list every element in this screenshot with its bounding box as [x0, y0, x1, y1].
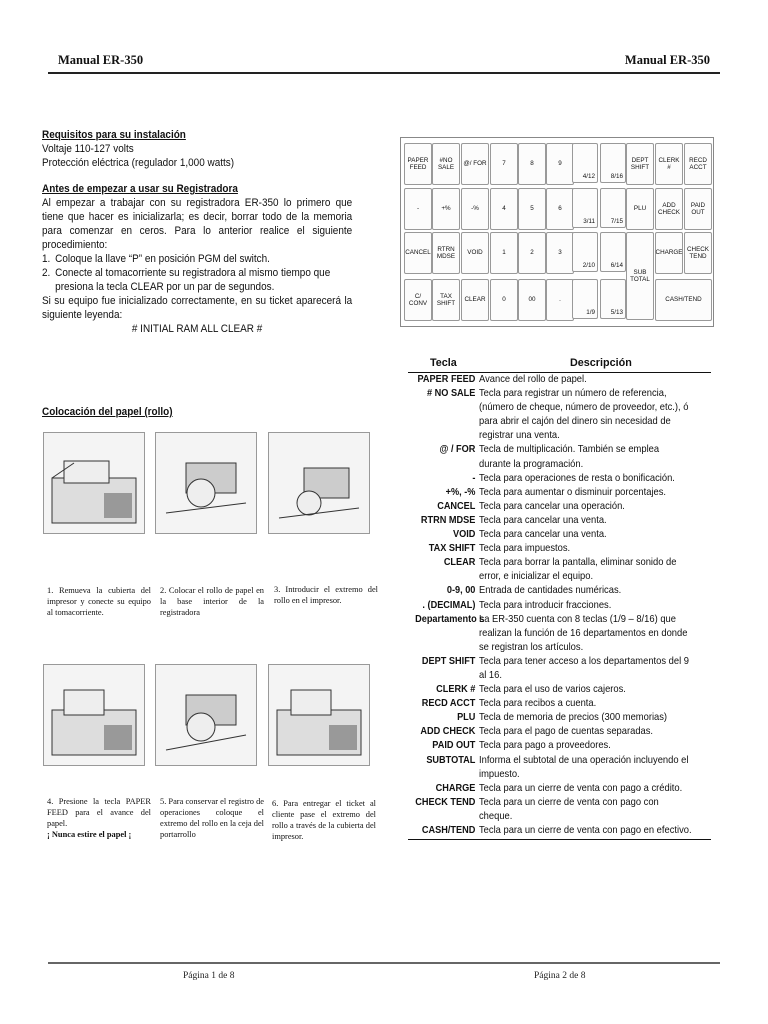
- keycap: 5/13: [600, 279, 626, 319]
- key-name: CLEAR: [443, 557, 476, 569]
- keycap: 8: [518, 143, 546, 185]
- key-name: CHARGE: [435, 782, 476, 794]
- keycap: 4/12: [572, 143, 598, 183]
- key-description: Tecla para cancelar una operación.: [479, 500, 625, 512]
- key-name: CHECK TEND: [415, 796, 476, 808]
- illustration-ticket-exit: [268, 664, 370, 766]
- illustration-paper-feed: [43, 664, 145, 766]
- table-row: [408, 697, 711, 711]
- table-row: [408, 824, 711, 838]
- key-name: +%, -%: [445, 486, 476, 498]
- step-2: [42, 266, 352, 294]
- caption-step-1: 1. Remueva la cubierta del impresor y conecte su equipo al tomacorriente.: [47, 586, 151, 617]
- illustration-insert-roll: [268, 432, 370, 534]
- table-body: [408, 373, 711, 838]
- key-name: RECD ACCT: [421, 698, 476, 710]
- table-row: [408, 599, 711, 613]
- illustration-printer-cover: [43, 432, 145, 534]
- table-row: [408, 373, 711, 387]
- caption-step-2: 2. Colocar el rollo de papel en la base interior de la registradora: [160, 586, 264, 617]
- key-description: Informa el subtotal de una operación incluyendo el impuesto.: [479, 754, 689, 780]
- table-row: [408, 542, 711, 556]
- table-row: [408, 754, 711, 782]
- key-description: Tecla para aumentar o disminuir porcentajes.: [479, 486, 667, 498]
- key-description: Tecla para un cierre de venta con pago con cheque.: [479, 796, 659, 822]
- keycap: RECD ACCT: [684, 143, 712, 185]
- keycap: CLERK #: [655, 143, 683, 185]
- table-row: [408, 472, 711, 486]
- key-name: -: [472, 472, 476, 484]
- key-name: CANCEL: [437, 500, 476, 512]
- caption-step-4: [47, 796, 151, 840]
- keycap: CHECK TEND: [684, 232, 712, 274]
- key-description: Tecla para el uso de varios cajeros.: [479, 684, 626, 696]
- caption-step-6: 6. Para entregar el ticket al cliente pase el extremo del rollo a través de la cubierta del impresor.: [272, 799, 376, 841]
- footer-left: Página 1 de 8: [183, 971, 235, 981]
- illustration-roll-holder: [155, 664, 257, 766]
- keycap: 4: [490, 188, 518, 230]
- left-column: [42, 128, 352, 336]
- key-name: PAPER FEED: [417, 374, 476, 385]
- table-row: [408, 584, 711, 598]
- keycap: CLEAR: [461, 279, 489, 321]
- key-description: Tecla para el pago de cuentas separadas.: [479, 726, 654, 738]
- keycap: 6/14: [600, 232, 626, 272]
- table-row: [408, 500, 711, 514]
- key-name: Departamento s: [415, 613, 485, 625]
- key-description: Tecla para un cierre de venta con pago a crédito.: [479, 782, 683, 794]
- keycap: 9: [546, 143, 574, 185]
- key-description: Tecla para tener acceso a los departamentos del 9 al 16.: [479, 655, 689, 681]
- keycap: 00: [518, 279, 546, 321]
- keycap: 0: [490, 279, 518, 321]
- col-key-header: Tecla: [430, 357, 457, 369]
- footer-right: Página 2 de 8: [534, 971, 586, 981]
- keycap: #NO SALE: [432, 143, 460, 185]
- key-description: Tecla para registrar un número de referencia, (número de cheque, número de proveedor, etc.), ó para abrir el cajón del dinero sin necesidad de registrar una venta.: [479, 388, 689, 442]
- keycap: PAPER FEED: [404, 143, 432, 185]
- keycap: TAX SHIFT: [432, 279, 460, 321]
- keycap: DEPT SHIFT: [626, 143, 654, 185]
- key-name: PAID OUT: [432, 740, 476, 752]
- key-description: Tecla para un cierre de venta con pago en efectivo.: [479, 825, 692, 836]
- caption-step-5: 5. Para conservar el registro de operaciones coloque el extremo del rollo en la ceja del portarrollo: [160, 797, 264, 839]
- header-left: Manual ER-350: [58, 53, 144, 67]
- step-text: Conecte al tomacorriente su registradora al mismo tiempo que presiona la tecla CLEAR por un par de segundos.: [55, 267, 331, 293]
- table-bottom-rule: [408, 839, 711, 840]
- key-description: Tecla para introducir fracciones.: [479, 599, 612, 611]
- keycap: C/ CONV: [404, 279, 432, 321]
- keycap: 6: [546, 188, 574, 230]
- table-row: [408, 528, 711, 542]
- keycap: @/ FOR: [461, 143, 489, 185]
- keycap: RTRN MDSE: [432, 232, 460, 274]
- install-line-1: Voltaje 110-127 volts: [42, 143, 134, 155]
- key-description: La ER-350 cuenta con 8 teclas (1/9 – 8/16) que realizan la función de 16 departamentos en donde se registran los artículos.: [479, 613, 688, 653]
- col-desc-header: Descripción: [570, 357, 632, 369]
- paper-title: Colocación del papel (rollo): [42, 406, 173, 418]
- key-name: . (DECIMAL): [422, 599, 476, 611]
- keys-table: [408, 356, 711, 840]
- keycap: 7: [490, 143, 518, 185]
- keycap: 2: [518, 232, 546, 274]
- key-name: RTRN MDSE: [420, 514, 476, 526]
- key-name: 0-9, 00: [446, 585, 476, 597]
- keycap: CHARGE: [655, 232, 683, 274]
- table-row: [408, 655, 711, 683]
- keycap: -%: [461, 188, 489, 230]
- table-row: [408, 486, 711, 500]
- keyboard-diagram: [400, 137, 714, 327]
- keycap: PLU: [626, 188, 654, 230]
- keycap: 1: [490, 232, 518, 274]
- install-line-2: Protección eléctrica (regulador 1,000 watts): [42, 157, 235, 169]
- step-number: 1.: [42, 253, 51, 265]
- key-name: DEPT SHIFT: [421, 655, 476, 667]
- key-name: SUBTOTAL: [426, 754, 476, 766]
- key-description: Tecla para pago a proveedores.: [479, 740, 611, 752]
- key-description: Tecla para recibos a cuenta.: [479, 698, 597, 710]
- key-description: Tecla para impuestos.: [479, 543, 571, 555]
- table-row: [408, 796, 711, 824]
- key-description: Tecla para cancelar una venta.: [479, 529, 607, 541]
- key-name: VOID: [452, 529, 476, 541]
- keycap: .: [546, 279, 574, 321]
- table-row: [408, 725, 711, 739]
- keycap: PAID OUT: [684, 188, 712, 230]
- key-description: Tecla para cancelar una venta.: [479, 514, 607, 526]
- keycap: 2/10: [572, 232, 598, 272]
- keycap: 7/15: [600, 188, 626, 228]
- table-row: [408, 556, 711, 584]
- key-description: Tecla para borrar la pantalla, eliminar sonido de error, e inicializar el equipo.: [479, 557, 677, 583]
- table-row: [408, 613, 711, 655]
- init-legend: # INITIAL RAM ALL CLEAR #: [131, 323, 263, 335]
- key-description: Avance del rollo de papel.: [479, 374, 587, 385]
- step-number: 2.: [42, 267, 51, 279]
- table-row: [408, 711, 711, 725]
- key-description: Tecla de multiplicación. También se emplea durante la programación.: [479, 444, 660, 470]
- key-name: CASH/TEND: [421, 825, 476, 836]
- keycap: 3: [546, 232, 574, 274]
- keycap: 5: [518, 188, 546, 230]
- install-title: Requisitos para su instalación: [42, 129, 186, 141]
- keycap: CASH/TEND: [655, 279, 712, 321]
- table-row: [408, 683, 711, 697]
- illustration-paper-roll-base: [155, 432, 257, 534]
- key-description: Tecla para operaciones de resta o bonificación.: [479, 472, 675, 484]
- before-title: Antes de empezar a usar su Registradora: [42, 183, 238, 195]
- keycap: 8/16: [600, 143, 626, 183]
- keycap: +%: [432, 188, 460, 230]
- table-header: [408, 356, 711, 373]
- before-outro: Si su equipo fue inicializado correctamente, en su ticket aparecerá la siguiente leyenda:: [42, 295, 353, 321]
- before-intro: Al empezar a trabajar con su registradora ER-350 lo primero que tiene que hacer es inicializarla; es decir, borrar todo de la memoria para comenzar en ceros. Para lo anterior realice el siguiente procedimiento:: [42, 197, 353, 251]
- step-text: Coloque la llave “P” en posición PGM del switch.: [55, 253, 270, 265]
- table-row: [408, 443, 711, 471]
- footer-rule: [48, 962, 720, 964]
- table-row: [408, 514, 711, 528]
- key-description: Entrada de cantidades numéricas.: [479, 585, 622, 597]
- step-1: [42, 252, 352, 266]
- key-name: CLERK #: [436, 684, 476, 696]
- caption-step-4-text: 4. Presione la tecla PAPER FEED para el avance del papel.: [47, 797, 151, 828]
- keycap: ADD CHECK: [655, 188, 683, 230]
- table-row: [408, 782, 711, 796]
- keycap: -: [404, 188, 432, 230]
- key-name: ADD CHECK: [420, 726, 476, 738]
- table-row: [408, 739, 711, 753]
- key-description: Tecla de memoria de precios (300 memorias): [479, 712, 668, 724]
- header-rule: [48, 72, 720, 74]
- keycap: CANCEL: [404, 232, 432, 274]
- keycap: 3/11: [572, 188, 598, 228]
- key-name: # NO SALE: [426, 388, 476, 400]
- key-name: TAX SHIFT: [428, 543, 476, 555]
- keycap: VOID: [461, 232, 489, 274]
- caption-step-3: 3. Introducir el extremo del rollo en el impresor.: [274, 585, 378, 605]
- keycap: SUB TOTAL: [626, 232, 654, 320]
- key-name: @ / FOR: [439, 444, 476, 456]
- header-right: Manual ER-350: [624, 53, 710, 67]
- keycap: 1/9: [572, 279, 598, 319]
- paper-warning: ¡ Nunca estire el papel ¡: [47, 830, 132, 839]
- table-row: [408, 387, 711, 443]
- key-name: PLU: [457, 712, 476, 724]
